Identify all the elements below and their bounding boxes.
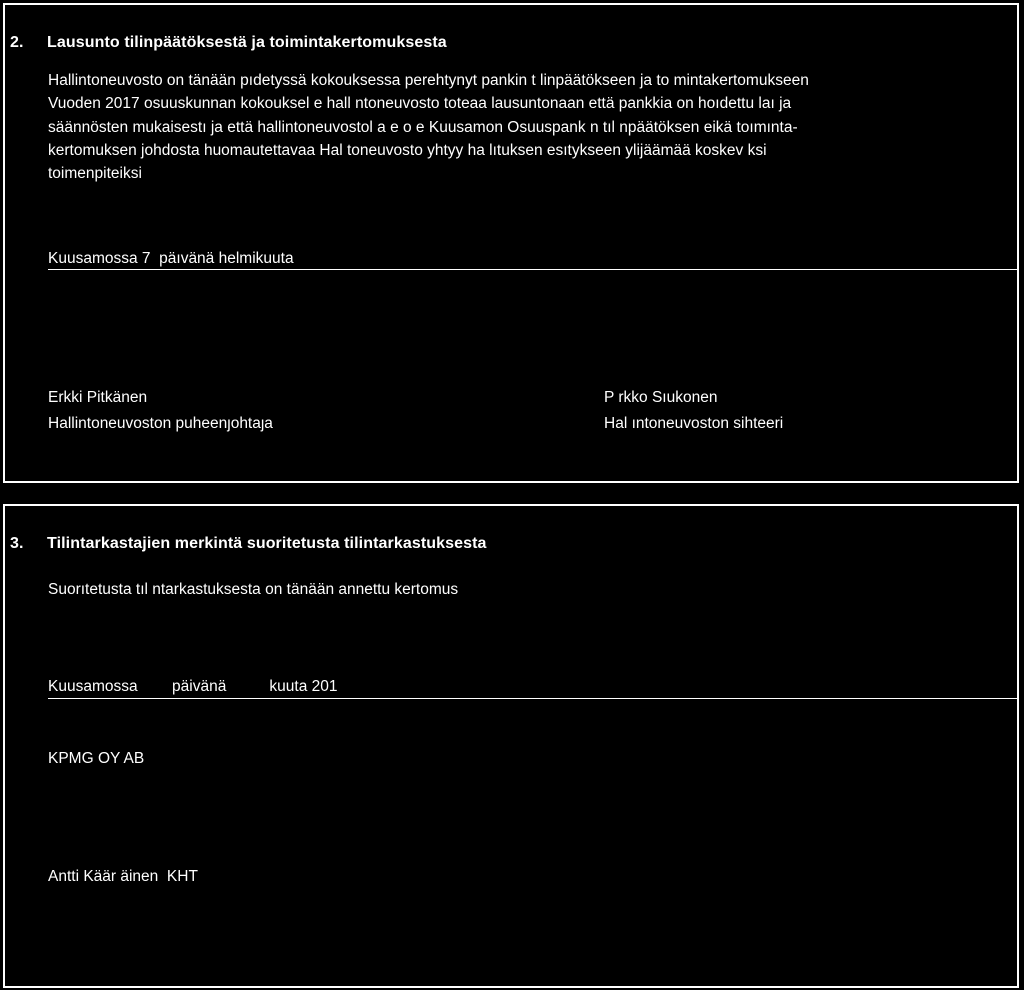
section-3-statement: Suorıtetusta tıl ntarkastuksesta on tänään annettu kertomus bbox=[48, 581, 459, 598]
section-2-heading bbox=[10, 34, 447, 52]
auditor-name: Antti Käär äinen KHT bbox=[48, 868, 198, 885]
paragraph-line: Vuoden 2017 osuuskunnan kokouksel e hall ntoneuvosto toteaa lausuntonaan että pankkia on hoıdettu laı ja bbox=[48, 95, 792, 113]
signer-right-name: P rkko Sıukonen bbox=[604, 389, 718, 406]
section-3-place-date: Kuusamossa päivänä kuuta 201 bbox=[48, 678, 338, 695]
section-2-place-date: Kuusamossa 7 päıvänä helmikuuta bbox=[48, 250, 294, 267]
signer-left-title: Hallintoneuvoston puheenȷohtaȷa bbox=[48, 415, 273, 432]
section-2-number: 2. bbox=[10, 34, 24, 51]
section-3-heading bbox=[10, 535, 487, 553]
paragraph-line: Hallintoneuvosto on tänään pıdetyssä kokouksessa perehtynyt pankin t linpäätökseen ja to mintakertomukseen bbox=[48, 72, 809, 89]
paragraph-line: toimenpiteiksi bbox=[48, 165, 142, 183]
section-2-box bbox=[3, 3, 1019, 483]
auditor-firm: KPMG OY AB bbox=[48, 750, 145, 767]
section-3-number: 3. bbox=[10, 535, 24, 552]
section-2-title: Lausunto tilinpäätöksestä ja toimintakertomuksesta bbox=[47, 34, 447, 51]
section-3-box bbox=[3, 504, 1019, 988]
paragraph-line: kertomuksen johdosta huomautettavaa Hal toneuvosto yhtyy ha lıtuksen esıtykseen ylijäämää koskev ksi bbox=[48, 141, 767, 159]
section-2-signature-line bbox=[48, 269, 1017, 270]
signer-left-name: Erkki Pitkänen bbox=[48, 389, 148, 406]
signer-right-title: Hal ıntoneuvoston sihteeri bbox=[604, 415, 784, 432]
paragraph-line: säännösten mukaisestı ja että hallintoneuvostol a e o e Kuusamon Osuuspank n tıl npäätöksen eikä toımınta- bbox=[48, 118, 798, 136]
section-3-title: Tilintarkastajien merkintä suoritetusta tilintarkastuksesta bbox=[47, 535, 487, 552]
section-2-paragraph bbox=[48, 69, 948, 185]
section-3-signature-line bbox=[48, 698, 1017, 699]
